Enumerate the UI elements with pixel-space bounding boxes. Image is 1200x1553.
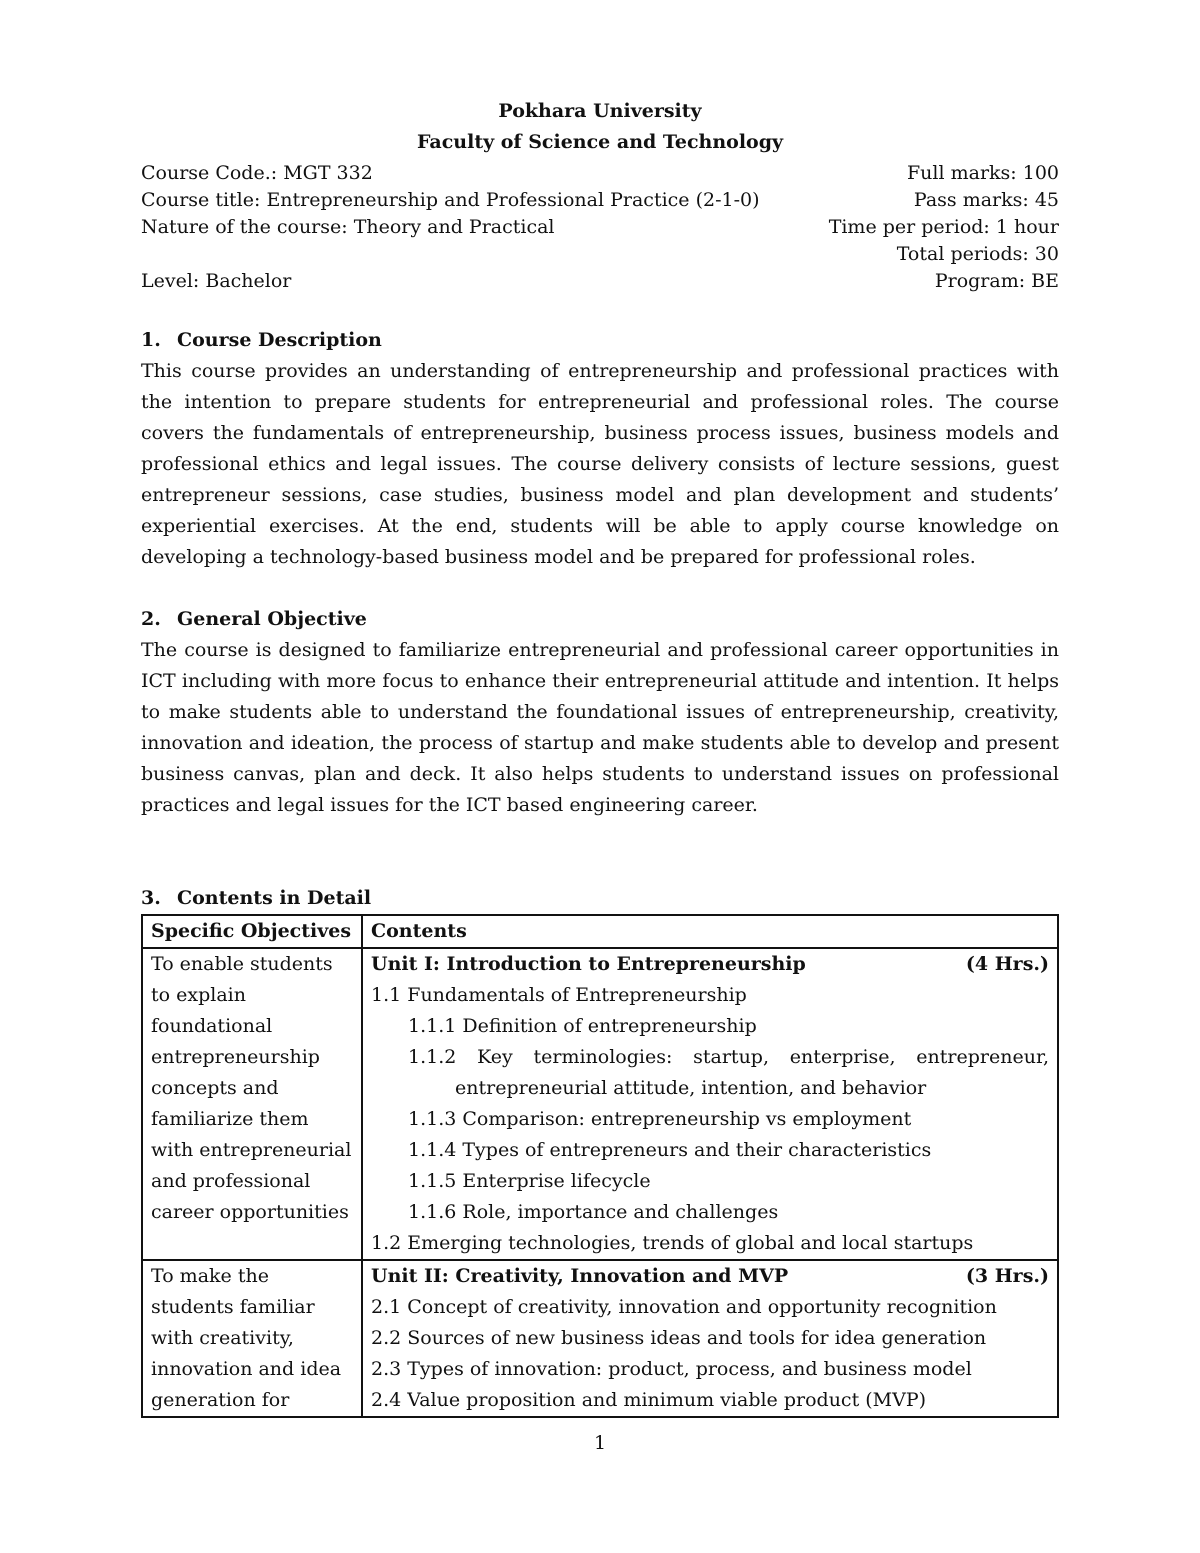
list-item: 2.4 Value proposition and minimum viable product (MVP) <box>371 1389 927 1411</box>
course-level: Level: Bachelor <box>141 270 292 292</box>
header-row <box>141 187 1059 214</box>
list-item: 1.1.2 Key terminologies: startup, enterprise, entrepreneur, <box>408 1046 1049 1068</box>
course-nature: Nature of the course: Theory and Practical <box>141 216 555 238</box>
general-objective-text: The course is designed to familiarize entrepreneurial and professional career opportunities in ICT including with more focus to enhance their entrepreneurial attitude and intention. It helps to make students able to understand the foundational issues of entrepreneurship, creativity, innovation and ideation, the process of startup and make students able to develop and present business canvas, plan and deck. It also helps students to understand issues on professional practices and legal issues for the ICT based engineering career. <box>141 639 1059 816</box>
course-title: Course title: Entrepreneurship and Professional Practice (2-1-0) <box>141 189 760 211</box>
table-header-row <box>142 915 1058 948</box>
header-row <box>141 160 1059 187</box>
section-heading-general-objective: 2. General Objective <box>141 608 367 630</box>
page-number: 1 <box>593 1432 607 1454</box>
objective-cell: To make the students familiar with creativity, innovation and idea generation for <box>142 1260 362 1417</box>
course-code: Course Code.: MGT 332 <box>141 162 373 184</box>
document-page <box>141 96 1059 1418</box>
program: Program: BE <box>934 270 1059 292</box>
header-row <box>141 268 1059 295</box>
header-row <box>141 214 1059 241</box>
list-item: 1.1.5 Enterprise lifecycle <box>408 1170 651 1192</box>
list-item: 1.1 Fundamentals of Entrepreneurship <box>371 984 747 1006</box>
university-name: Pokhara University <box>498 100 702 122</box>
list-item: 1.1.6 Role, importance and challenges <box>408 1201 779 1223</box>
list-item: 2.2 Sources of new business ideas and tools for idea generation <box>371 1327 987 1349</box>
list-item: 1.1.4 Types of entrepreneurs and their characteristics <box>408 1139 932 1161</box>
list-item: 1.1.1 Definition of entrepreneurship <box>408 1015 757 1037</box>
total-periods: Total periods: 30 <box>896 243 1059 265</box>
contents-cell <box>362 1260 1058 1417</box>
list-item: 1.2 Emerging technologies, trends of global and local startups <box>371 1232 974 1254</box>
time-per-period: Time per period: 1 hour <box>828 216 1059 238</box>
header-row <box>141 241 1059 268</box>
table-row <box>142 1260 1058 1417</box>
list-item: 2.1 Concept of creativity, innovation and opportunity recognition <box>371 1296 997 1318</box>
table-row <box>142 948 1058 1260</box>
list-item: 2.3 Types of innovation: product, process, and business model <box>371 1358 972 1380</box>
section-heading-course-description: 1. Course Description <box>141 329 382 351</box>
contents-cell <box>362 948 1058 1260</box>
column-header-contents: Contents <box>362 915 1058 948</box>
course-description-text: This course provides an understanding of entrepreneurship and professional practices with the intention to prepare students for entrepreneurial and professional roles. The course covers the fundamentals of entrepreneurship, business process issues, business models and professional ethics and legal issues. The course delivery consists of lecture sessions, guest entrepreneur sessions, case studies, business model and plan development and students’ experiential exercises. At the end, students will be able to apply course knowledge on developing a technology-based business model and be prepared for professional roles. <box>141 360 1059 568</box>
column-header-objectives: Specific Objectives <box>142 915 362 948</box>
pass-marks: Pass marks: 45 <box>913 189 1059 211</box>
unit-heading: Unit II: Creativity, Innovation and MVP (3 Hrs.) <box>371 1265 1049 1287</box>
list-item: entrepreneurial attitude, intention, and behavior <box>455 1077 927 1099</box>
contents-table <box>141 914 1059 1418</box>
objective-cell: To enable students to explain foundational entrepreneurship concepts and familiarize them with entrepreneurial and professional career opportunities <box>142 948 362 1260</box>
section-heading-contents-detail: 3. Contents in Detail <box>141 887 372 909</box>
full-marks: Full marks: 100 <box>906 162 1059 184</box>
unit-heading: Unit I: Introduction to Entrepreneurship (4 Hrs.) <box>371 953 1049 975</box>
faculty-name: Faculty of Science and Technology <box>416 131 784 153</box>
list-item: 1.1.3 Comparison: entrepreneurship vs employment <box>408 1108 912 1130</box>
